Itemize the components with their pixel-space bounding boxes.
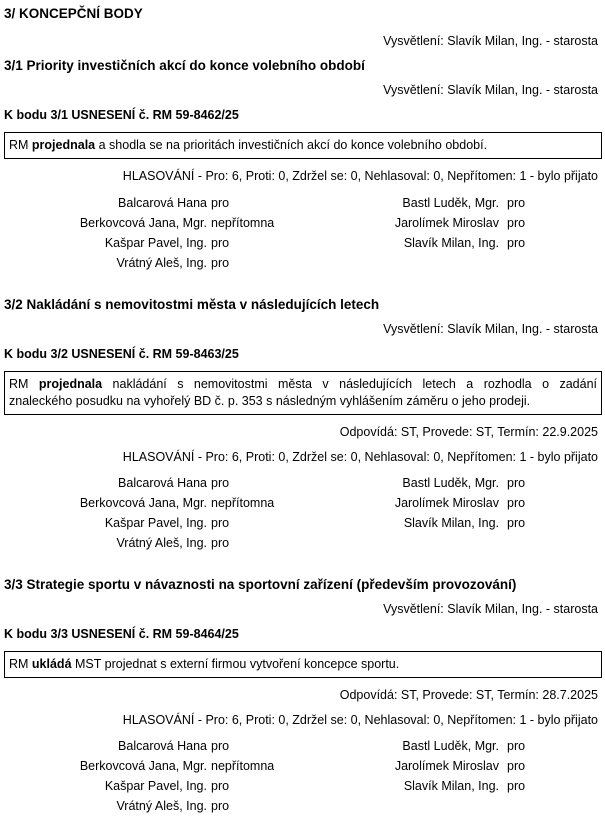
member-name: Jarolímek Miroslav — [394, 216, 499, 230]
member-name: Vrátný Aleš, Ing. — [116, 536, 207, 550]
section-title: 3/1 Priority investičních akcí do konce volebního období — [4, 58, 365, 73]
member-vote: pro — [507, 236, 526, 250]
member-vote: pro — [211, 196, 230, 210]
member-vote: pro — [507, 496, 526, 510]
member-name: Bastl Luděk, Mgr. — [402, 196, 499, 210]
member-name: Bastl Luděk, Mgr. — [402, 476, 499, 490]
member-name: Vrátný Aleš, Ing. — [116, 256, 207, 270]
member-name: Bastl Luděk, Mgr. — [402, 739, 499, 753]
section-title: 3/3 Strategie sportu v návaznosti na sportovní zařízení (především provozování) — [4, 577, 517, 592]
member-vote: pro — [211, 739, 230, 753]
responsible-line: Odpovídá: ST, Provede: ST, Termín: 28.7.2025 — [339, 688, 598, 702]
resolution-box — [4, 132, 602, 159]
section-explanation: Vysvětlení: Slavík Milan, Ing. - starosta — [383, 322, 598, 336]
box-text: MST projednat s externí firmou vytvoření koncepce sportu. — [71, 657, 400, 671]
resolution-heading: K bodu 3/3 USNESENÍ č. RM 59-8464/25 — [4, 627, 239, 641]
member-vote: pro — [507, 739, 526, 753]
member-vote: pro — [211, 516, 230, 530]
member-vote: nepřítomna — [211, 496, 275, 510]
box-text-line2: znaleckého posudku na vyhořelý BD č. p. 353 s následným vyhlášením záměru o jeho prodeji. — [9, 394, 531, 408]
member-name: Berkovcová Jana, Mgr. — [79, 216, 207, 230]
box-prefix: RM — [9, 377, 39, 391]
vote-summary: HLASOVÁNÍ - Pro: 6, Proti: 0, Zdržel se: 0, Nehlasoval: 0, Nepřítomen: 1 - bylo přijato — [122, 450, 598, 464]
member-vote: pro — [507, 476, 526, 490]
member-vote: pro — [507, 516, 526, 530]
member-vote: pro — [211, 799, 230, 813]
resolution-box — [4, 371, 602, 415]
box-prefix: RM — [9, 657, 32, 671]
section-explanation: Vysvětlení: Slavík Milan, Ing. - starosta — [383, 83, 598, 97]
resolution-heading: K bodu 3/2 USNESENÍ č. RM 59-8463/25 — [4, 347, 239, 361]
member-vote: pro — [211, 536, 230, 550]
member-name: Kašpar Pavel, Ing. — [104, 236, 207, 250]
member-name: Balcarová Hana — [118, 739, 207, 753]
box-text: nakládání s nemovitostmi města v následujících letech a rozhodla o zadání — [102, 377, 597, 391]
explanation-top: Vysvětlení: Slavík Milan, Ing. - starosta — [383, 34, 598, 48]
member-name: Slavík Milan, Ing. — [403, 516, 499, 530]
resolution-box — [4, 651, 602, 678]
member-vote: pro — [211, 779, 230, 793]
member-name: Kašpar Pavel, Ing. — [104, 779, 207, 793]
member-name: Slavík Milan, Ing. — [403, 236, 499, 250]
member-name: Jarolímek Miroslav — [394, 496, 499, 510]
box-verb: projednala — [31, 138, 96, 152]
member-name: Slavík Milan, Ing. — [403, 779, 499, 793]
resolution-heading: K bodu 3/1 USNESENÍ č. RM 59-8462/25 — [4, 108, 239, 122]
member-name: Balcarová Hana — [118, 476, 207, 490]
section-title: 3/2 Nakládání s nemovitostmi města v následujících letech — [4, 297, 380, 312]
member-vote: pro — [507, 216, 526, 230]
member-vote: pro — [211, 476, 230, 490]
vote-summary: HLASOVÁNÍ - Pro: 6, Proti: 0, Zdržel se: 0, Nehlasoval: 0, Nepřítomen: 1 - bylo přijato — [122, 169, 598, 183]
box-verb: ukládá — [31, 657, 72, 671]
member-name: Kašpar Pavel, Ing. — [104, 516, 207, 530]
box-prefix: RM — [9, 138, 32, 152]
page-heading: 3/ KONCEPČNÍ BODY — [4, 6, 143, 21]
vote-summary: HLASOVÁNÍ - Pro: 6, Proti: 0, Zdržel se: 0, Nehlasoval: 0, Nepřítomen: 1 - bylo přijato — [122, 713, 598, 727]
member-vote: pro — [507, 779, 526, 793]
member-vote: pro — [211, 236, 230, 250]
box-text: a shodla se na prioritách investičních akcí do konce volebního období. — [95, 138, 488, 152]
member-name: Jarolímek Miroslav — [394, 759, 499, 773]
section-explanation: Vysvětlení: Slavík Milan, Ing. - starosta — [383, 602, 598, 616]
member-vote: nepřítomna — [211, 216, 275, 230]
member-vote: pro — [507, 196, 526, 210]
member-name: Berkovcová Jana, Mgr. — [79, 759, 207, 773]
member-vote: pro — [211, 256, 230, 270]
box-verb: projednala — [38, 377, 103, 391]
member-vote: nepřítomna — [211, 759, 275, 773]
responsible-line: Odpovídá: ST, Provede: ST, Termín: 22.9.2025 — [339, 425, 598, 439]
member-vote: pro — [507, 759, 526, 773]
member-name: Vrátný Aleš, Ing. — [116, 799, 207, 813]
member-name: Balcarová Hana — [118, 196, 207, 210]
member-name: Berkovcová Jana, Mgr. — [79, 496, 207, 510]
